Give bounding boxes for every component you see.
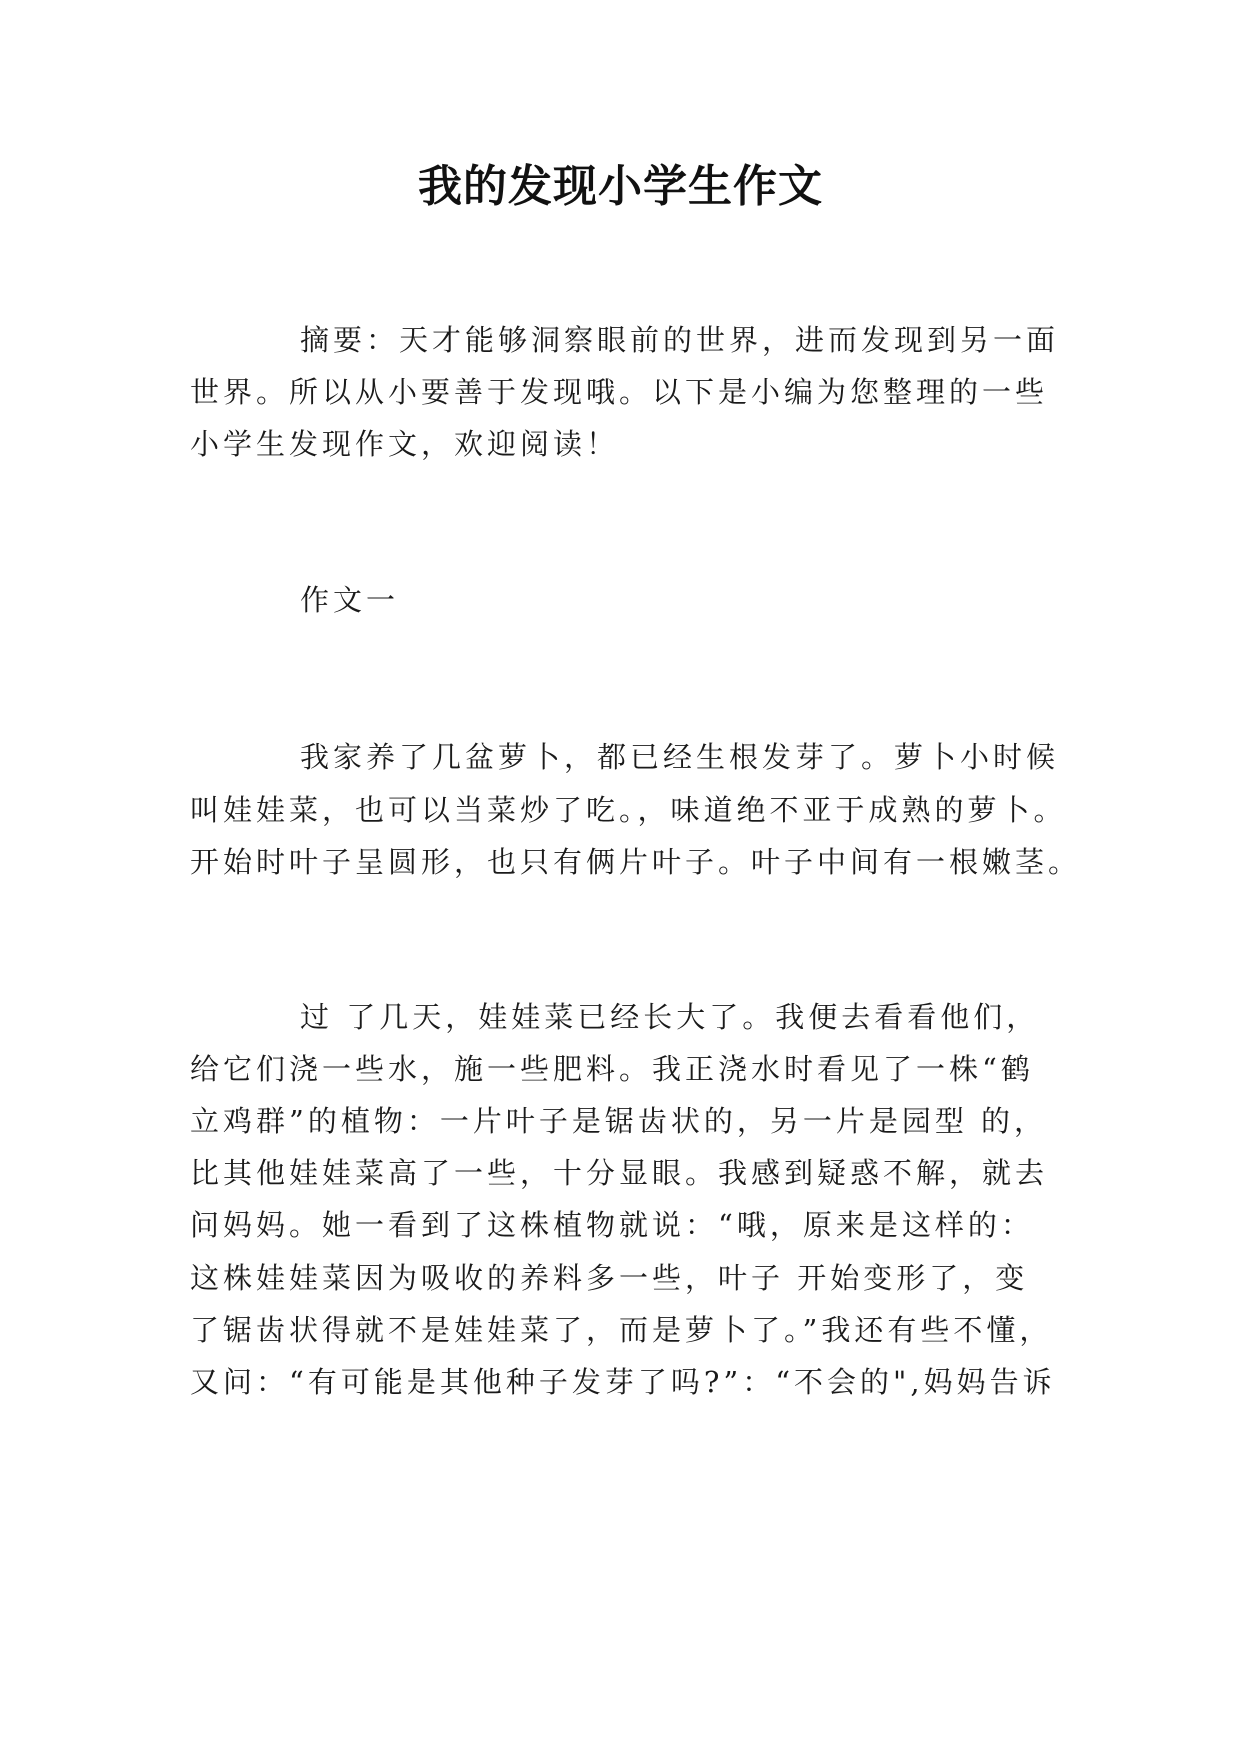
paragraph-line: 比其他娃娃菜高了一些，十分显眼。我感到疑惑不解，就去 <box>190 1156 1049 1190</box>
paragraph-line: 又问：“有可能是其他种子发芽了吗?”：“不会的",妈妈告诉 <box>190 1365 1056 1399</box>
paragraph-line: 立鸡群”的植物：一片叶子是锯齿状的，另一片是园型 的， <box>190 1104 1048 1138</box>
paragraph-line: 这株娃娃菜因为吸收的养料多一些，叶子 开始变形了，变 <box>190 1261 1029 1295</box>
paragraph-line: 了锯齿状得就不是娃娃菜了，而是萝卜了。”我还有些不懂， <box>190 1313 1053 1347</box>
paragraph-line: 过 了几天，娃娃菜已经长大了。我便去看看他们， <box>300 1000 1040 1034</box>
paragraph-line: 问妈妈。她一看到了这株植物就说：“哦，原来是这样的： <box>190 1208 1034 1242</box>
paragraph-line: 我家养了几盆萝卜，都已经生根发芽了。萝卜小时候 <box>300 740 1060 774</box>
page-title: 我的发现小学生作文 <box>418 161 823 212</box>
paragraph-line: 叫娃娃菜，也可以当菜炒了吃。，味道绝不亚于成熟的萝卜。 <box>190 793 1067 827</box>
summary-line: 世界。所以从小要善于发现哦。以下是小编为您整理的一些 <box>190 375 1049 409</box>
paragraph-line: 给它们浇一些水，施一些肥料。我正浇水时看见了一株“鹤 <box>190 1052 1034 1086</box>
summary-line: 摘要：天才能够洞察眼前的世界，进而发现到另一面 <box>300 323 1060 357</box>
summary-line: 小学生发现作文，欢迎阅读！ <box>190 427 620 461</box>
paragraph-line: 开始时叶子呈圆形，也只有俩片叶子。叶子中间有一根嫩茎。 <box>190 845 1082 879</box>
section-heading: 作文一 <box>300 583 400 617</box>
